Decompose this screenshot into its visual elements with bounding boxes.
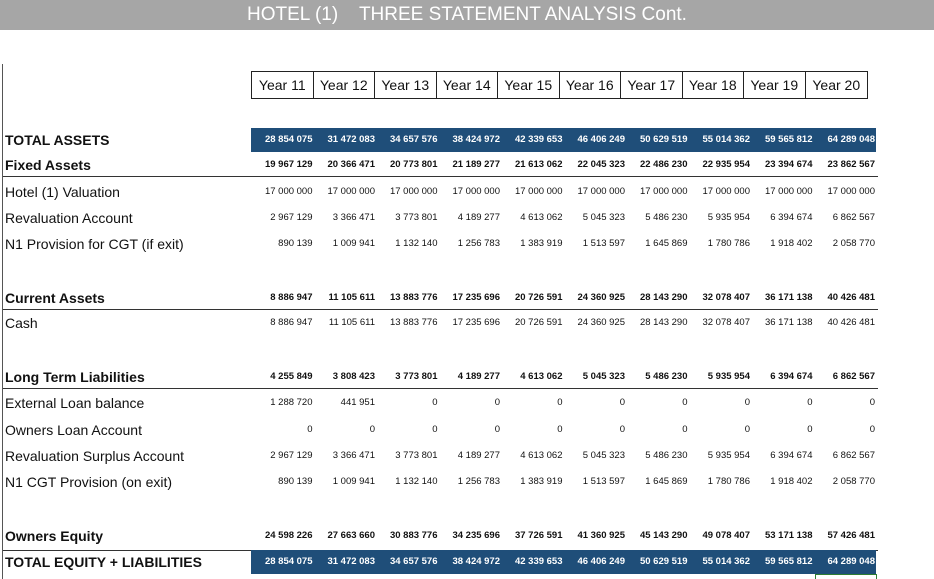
value-cell[interactable]: 37 726 591 <box>514 530 563 541</box>
value-cell[interactable]: 0 <box>369 424 375 435</box>
row-values <box>251 128 876 152</box>
row-label: Owners Equity <box>5 528 104 544</box>
value-cell[interactable]: 441 951 <box>340 397 375 408</box>
value-cell[interactable]: 17 000 000 <box>577 186 625 197</box>
value-cell[interactable]: 55 014 362 <box>702 134 750 145</box>
row-values <box>251 550 876 574</box>
year-header-cell: Year 18 <box>683 72 745 98</box>
value-cell[interactable]: 2 058 770 <box>832 238 875 249</box>
value-cell[interactable]: 0 <box>807 397 813 408</box>
value-cell[interactable]: 13 883 776 <box>389 317 438 328</box>
value-cell[interactable]: 17 000 000 <box>827 186 875 197</box>
value-cell[interactable]: 1 780 786 <box>707 238 750 249</box>
value-cell[interactable]: 30 883 776 <box>389 530 438 541</box>
value-cell[interactable]: 28 143 290 <box>639 292 688 303</box>
value-cell[interactable]: 8 886 947 <box>270 292 313 303</box>
value-cell[interactable]: 11 105 611 <box>328 317 375 328</box>
value-cell[interactable]: 0 <box>619 397 625 408</box>
value-cell[interactable]: 1 009 941 <box>332 238 375 249</box>
value-cell[interactable]: 5 045 323 <box>582 371 625 382</box>
value-cell[interactable]: 0 <box>557 424 563 435</box>
row-label: Revaluation Account <box>5 210 133 226</box>
year-header-cell: Year 17 <box>621 72 683 98</box>
value-cell[interactable]: 22 045 323 <box>577 159 625 170</box>
value-cell[interactable]: 40 426 481 <box>827 292 875 303</box>
table-row <box>3 470 878 494</box>
row-values <box>251 286 876 310</box>
value-cell[interactable]: 20 773 801 <box>389 159 438 170</box>
row-label: N1 Provision for CGT (if exit) <box>5 236 184 252</box>
value-cell[interactable]: 1 132 140 <box>395 238 438 249</box>
value-cell[interactable]: 5 486 230 <box>645 212 688 223</box>
value-cell[interactable]: 1 288 720 <box>270 397 313 408</box>
value-cell[interactable]: 64 289 048 <box>827 134 875 145</box>
value-cell[interactable]: 40 426 481 <box>827 317 875 328</box>
value-cell[interactable]: 0 <box>432 397 438 408</box>
value-cell[interactable]: 5 935 954 <box>707 450 750 461</box>
value-cell[interactable]: 42 339 653 <box>514 556 563 567</box>
value-cell[interactable]: 3 773 801 <box>395 371 438 382</box>
row-values <box>251 444 876 468</box>
value-cell[interactable]: 17 235 696 <box>452 292 500 303</box>
value-cell[interactable]: 6 862 567 <box>832 371 875 382</box>
value-cell[interactable]: 6 862 567 <box>832 450 875 461</box>
value-cell[interactable]: 59 565 812 <box>764 556 813 567</box>
value-cell[interactable]: 890 139 <box>278 476 313 487</box>
value-cell[interactable]: 17 000 000 <box>264 186 313 197</box>
value-cell[interactable]: 42 339 653 <box>514 134 563 145</box>
value-cell[interactable]: 1 918 402 <box>770 476 813 487</box>
value-cell[interactable]: 34 657 576 <box>389 134 438 145</box>
value-cell[interactable]: 45 143 290 <box>639 530 688 541</box>
value-cell[interactable]: 28 854 075 <box>264 556 313 567</box>
year-header-cell: Year 20 <box>812 77 861 93</box>
value-cell[interactable]: 1 256 783 <box>457 238 500 249</box>
value-cell[interactable]: 22 935 954 <box>702 159 750 170</box>
year-header-cell: Year 19 <box>744 72 806 98</box>
table-row <box>3 391 878 415</box>
table-row <box>3 286 878 310</box>
value-cell[interactable]: 4 189 277 <box>457 450 500 461</box>
value-cell[interactable]: 38 424 972 <box>452 556 500 567</box>
value-cell[interactable]: 1 383 919 <box>520 476 563 487</box>
value-cell[interactable]: 1 132 140 <box>395 476 438 487</box>
value-cell[interactable]: 27 663 660 <box>327 530 375 541</box>
value-cell[interactable]: 4 613 062 <box>520 371 563 382</box>
value-cell[interactable]: 21 613 062 <box>514 159 563 170</box>
row-values <box>251 153 876 177</box>
value-cell[interactable]: 6 394 674 <box>770 371 813 382</box>
value-cell[interactable]: 3 366 471 <box>332 212 375 223</box>
value-cell[interactable]: 20 366 471 <box>327 159 375 170</box>
row-values <box>251 418 876 442</box>
year-header-cell: Year 11 <box>252 72 314 98</box>
value-cell[interactable]: 6 394 674 <box>770 212 813 223</box>
value-cell[interactable]: 8 886 947 <box>270 317 313 328</box>
value-cell[interactable]: 64 289 048 <box>827 556 875 567</box>
value-cell[interactable]: 1 383 919 <box>520 238 563 249</box>
value-cell[interactable]: 4 613 062 <box>520 212 563 223</box>
value-cell[interactable]: 31 472 083 <box>327 556 375 567</box>
value-cell[interactable]: 0 <box>494 424 500 435</box>
row-values <box>251 180 876 204</box>
value-cell[interactable]: 46 406 249 <box>577 134 625 145</box>
row-values <box>251 232 876 256</box>
value-cell[interactable]: 4 189 277 <box>457 371 500 382</box>
year-header-cell: Year 12 <box>314 72 376 98</box>
value-cell[interactable]: 41 360 925 <box>577 530 625 541</box>
value-cell[interactable]: 32 078 407 <box>702 317 750 328</box>
row-values <box>251 311 876 335</box>
table-row <box>3 418 878 442</box>
value-cell[interactable]: 36 171 138 <box>764 292 813 303</box>
value-cell[interactable]: 28 854 075 <box>264 134 313 145</box>
row-label: TOTAL ASSETS <box>5 132 110 148</box>
row-values <box>251 365 876 389</box>
value-cell[interactable]: 3 808 423 <box>332 371 375 382</box>
value-cell[interactable]: 1 256 783 <box>457 476 500 487</box>
value-cell[interactable]: 5 935 954 <box>707 212 750 223</box>
year-header-cell: Year 15 <box>498 72 560 98</box>
value-cell[interactable]: 0 <box>744 424 750 435</box>
row-values <box>251 524 876 548</box>
value-cell[interactable]: 3 773 801 <box>395 212 438 223</box>
table-row <box>3 153 878 177</box>
value-cell[interactable]: 20 726 591 <box>514 317 563 328</box>
value-cell[interactable]: 890 139 <box>278 238 313 249</box>
row-label: N1 CGT Provision (on exit) <box>5 474 173 490</box>
value-cell[interactable]: 34 235 696 <box>452 530 500 541</box>
value-cell[interactable]: 17 000 000 <box>514 186 563 197</box>
value-cell[interactable]: 46 406 249 <box>577 556 625 567</box>
value-cell[interactable]: 13 883 776 <box>389 292 438 303</box>
page-title: HOTEL (1) THREE STATEMENT ANALYSIS Cont. <box>0 0 934 30</box>
value-cell[interactable]: 31 472 083 <box>327 134 375 145</box>
row-label: Fixed Assets <box>5 157 91 173</box>
value-cell[interactable]: 0 <box>494 397 500 408</box>
value-cell[interactable]: 55 014 362 <box>702 556 750 567</box>
table-row <box>3 365 878 389</box>
value-cell[interactable]: 5 935 954 <box>707 371 750 382</box>
value-cell[interactable]: 1 513 597 <box>582 238 625 249</box>
value-cell[interactable]: 49 078 407 <box>702 530 750 541</box>
value-cell[interactable]: 17 000 000 <box>639 186 688 197</box>
selected-cell[interactable] <box>815 574 877 579</box>
value-cell[interactable]: 53 171 138 <box>764 530 813 541</box>
value-cell[interactable]: 0 <box>432 424 438 435</box>
value-cell[interactable]: 34 657 576 <box>389 556 438 567</box>
value-cell[interactable]: 22 486 230 <box>639 159 688 170</box>
value-cell[interactable]: 0 <box>807 424 813 435</box>
value-cell[interactable]: 3 366 471 <box>332 450 375 461</box>
value-cell[interactable]: 0 <box>869 424 875 435</box>
row-label: Owners Loan Account <box>5 422 142 438</box>
value-cell[interactable]: 4 189 277 <box>457 212 500 223</box>
value-cell[interactable]: 3 773 801 <box>395 450 438 461</box>
value-cell[interactable]: 20 726 591 <box>514 292 563 303</box>
value-cell[interactable]: 57 426 481 <box>827 530 875 541</box>
value-cell[interactable]: 0 <box>682 397 688 408</box>
value-cell[interactable]: 28 143 290 <box>639 317 688 328</box>
row-label: TOTAL EQUITY + LIABILITIES <box>5 554 202 570</box>
table-row <box>3 311 878 335</box>
value-cell[interactable]: 17 000 000 <box>389 186 438 197</box>
value-cell[interactable]: 1 918 402 <box>770 238 813 249</box>
value-cell[interactable]: 5 045 323 <box>582 450 625 461</box>
value-cell[interactable]: 4 613 062 <box>520 450 563 461</box>
year-header-row <box>251 71 868 99</box>
value-cell[interactable]: 1 645 869 <box>645 238 688 249</box>
value-cell[interactable]: 5 486 230 <box>645 450 688 461</box>
year-header-cell: Year 13 <box>375 72 437 98</box>
value-cell[interactable]: 24 360 925 <box>577 317 625 328</box>
row-label: Current Assets <box>5 290 105 306</box>
value-cell[interactable]: 17 235 696 <box>452 317 500 328</box>
value-cell[interactable]: 17 000 000 <box>452 186 500 197</box>
value-cell[interactable]: 24 598 226 <box>264 530 313 541</box>
year-header-cell: Year 14 <box>437 72 499 98</box>
value-cell[interactable]: 4 255 849 <box>270 371 313 382</box>
value-cell[interactable]: 21 189 277 <box>452 159 500 170</box>
value-cell[interactable]: 0 <box>557 397 563 408</box>
value-cell[interactable]: 1 513 597 <box>582 476 625 487</box>
row-values <box>251 470 876 494</box>
value-cell[interactable]: 23 394 674 <box>764 159 813 170</box>
row-values <box>251 391 876 415</box>
value-cell[interactable]: 17 000 000 <box>327 186 375 197</box>
value-cell[interactable]: 36 171 138 <box>764 317 813 328</box>
value-cell[interactable]: 50 629 519 <box>639 134 688 145</box>
value-cell[interactable]: 1 645 869 <box>645 476 688 487</box>
value-cell[interactable]: 0 <box>744 397 750 408</box>
row-label: Long Term Liabilities <box>5 369 145 385</box>
value-cell[interactable]: 5 486 230 <box>645 371 688 382</box>
value-cell[interactable]: 1 780 786 <box>707 476 750 487</box>
table-row <box>3 206 878 230</box>
value-cell[interactable]: 2 967 129 <box>270 450 313 461</box>
value-cell[interactable]: 23 862 567 <box>827 159 875 170</box>
year-header-cell: Year 16 <box>560 72 622 98</box>
row-label: Hotel (1) Valuation <box>5 184 120 200</box>
table-row <box>3 550 878 574</box>
row-label: Revaluation Surplus Account <box>5 448 184 464</box>
table-row <box>3 128 878 152</box>
value-cell[interactable]: 50 629 519 <box>639 556 688 567</box>
table-row <box>3 180 878 204</box>
table-row <box>3 524 878 548</box>
value-cell[interactable]: 6 394 674 <box>770 450 813 461</box>
value-cell[interactable]: 17 000 000 <box>702 186 750 197</box>
value-cell[interactable]: 59 565 812 <box>764 134 813 145</box>
value-cell[interactable]: 6 862 567 <box>832 212 875 223</box>
row-label: External Loan balance <box>5 395 145 411</box>
table-row <box>3 444 878 468</box>
row-values <box>251 206 876 230</box>
value-cell[interactable]: 0 <box>619 424 625 435</box>
row-label: Cash <box>5 315 38 331</box>
value-cell[interactable]: 2 967 129 <box>270 212 313 223</box>
value-cell[interactable]: 0 <box>307 424 313 435</box>
value-cell[interactable]: 11 105 611 <box>328 292 375 303</box>
value-cell[interactable]: 38 424 972 <box>452 134 500 145</box>
value-cell[interactable]: 2 058 770 <box>832 476 875 487</box>
value-cell[interactable]: 1 009 941 <box>332 476 375 487</box>
value-cell[interactable]: 19 967 129 <box>264 159 313 170</box>
value-cell[interactable]: 17 000 000 <box>764 186 813 197</box>
value-cell[interactable]: 24 360 925 <box>577 292 625 303</box>
value-cell[interactable]: 5 045 323 <box>582 212 625 223</box>
value-cell[interactable]: 0 <box>869 397 875 408</box>
table-row <box>3 232 878 256</box>
value-cell[interactable]: 32 078 407 <box>702 292 750 303</box>
value-cell[interactable]: 0 <box>682 424 688 435</box>
